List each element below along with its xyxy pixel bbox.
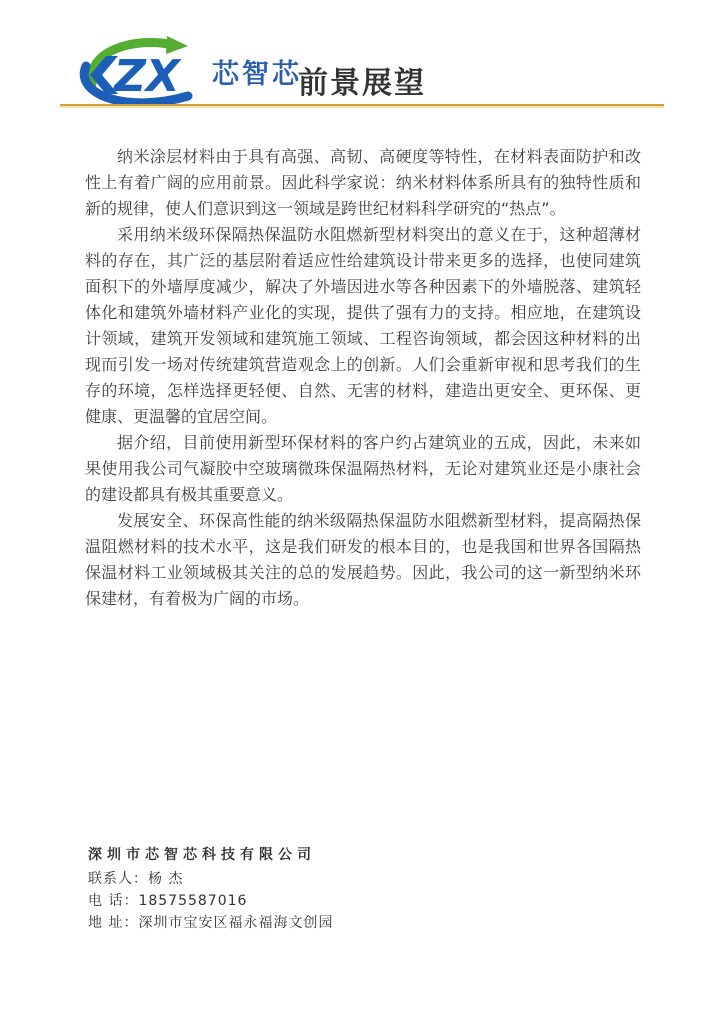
footer-address: 地 址：深圳市宝安区福永福海文创园 [88, 915, 334, 931]
footer-company-name: 深圳市芯智芯科技有限公司 [88, 847, 316, 863]
footer-contact-person: 联系人：杨 杰 [88, 871, 184, 887]
paragraph-2: 采用纳米级环保隔热保温防水阻燃新型材料突出的意义在于，这种超薄材料的存在，其广泛的基层附着适应性给建筑设计带来更多的选择，也使同建筑面积下的外墙厚度减少，解决了外墙因进水等各种因素下的外墙脱落、建筑轻体化和建筑外墙材料产业化的实现，提供了强有力的支持。相应地，在建筑设计领域，建筑开发领域和建筑施工领域、工程咨询领域，都会因这种材料的出现而引发一场对传统建筑营造观念上的创新。人们会重新审视和思考我们的生存的环境，怎样选择更轻便、自然、无害的材料，建造出更安全、更环保、更健康、更温馨的宜居空间。 [85, 225, 641, 426]
paragraph-1: 纳米涂层材料由于具有高强、高韧、高硬度等特性，在材料表面防护和改性上有着广阔的应用前景。因此科学家说：纳米材料体系所具有的独特性质和新的规律，使人们意识到这一领域是跨世纪材料科学研究的“热点”。 [85, 147, 641, 218]
paragraph-4: 发展安全、环保高性能的纳米级隔热保温防水阻燃新型材料，提高隔热保温阻燃材料的技术水平，这是我们研发的根本目的，也是我国和世界各国隔热保温材料工业领域极其关注的总的发展趋势。因此，我公司的这一新型纳米环保建材，有着极为广阔的市场。 [85, 511, 641, 608]
page-title: 前景展望 [298, 66, 426, 101]
header-divider-rule [60, 104, 664, 108]
paragraph-3: 据介绍，目前使用新型环保材料的客户约占建筑业的五成，因此，未来如果使用我公司气凝胶中空玻璃微珠保温隔热材料，无论对建筑业还是小康社会的建设都具有极其重要意义。 [85, 433, 641, 504]
logo-company-name: 芯智芯 [212, 58, 302, 90]
footer-phone: 电 话：18575587016 [88, 893, 248, 909]
document-body [85, 144, 641, 612]
contact-block [88, 844, 333, 934]
svg-text:ZX: ZX [114, 51, 180, 102]
